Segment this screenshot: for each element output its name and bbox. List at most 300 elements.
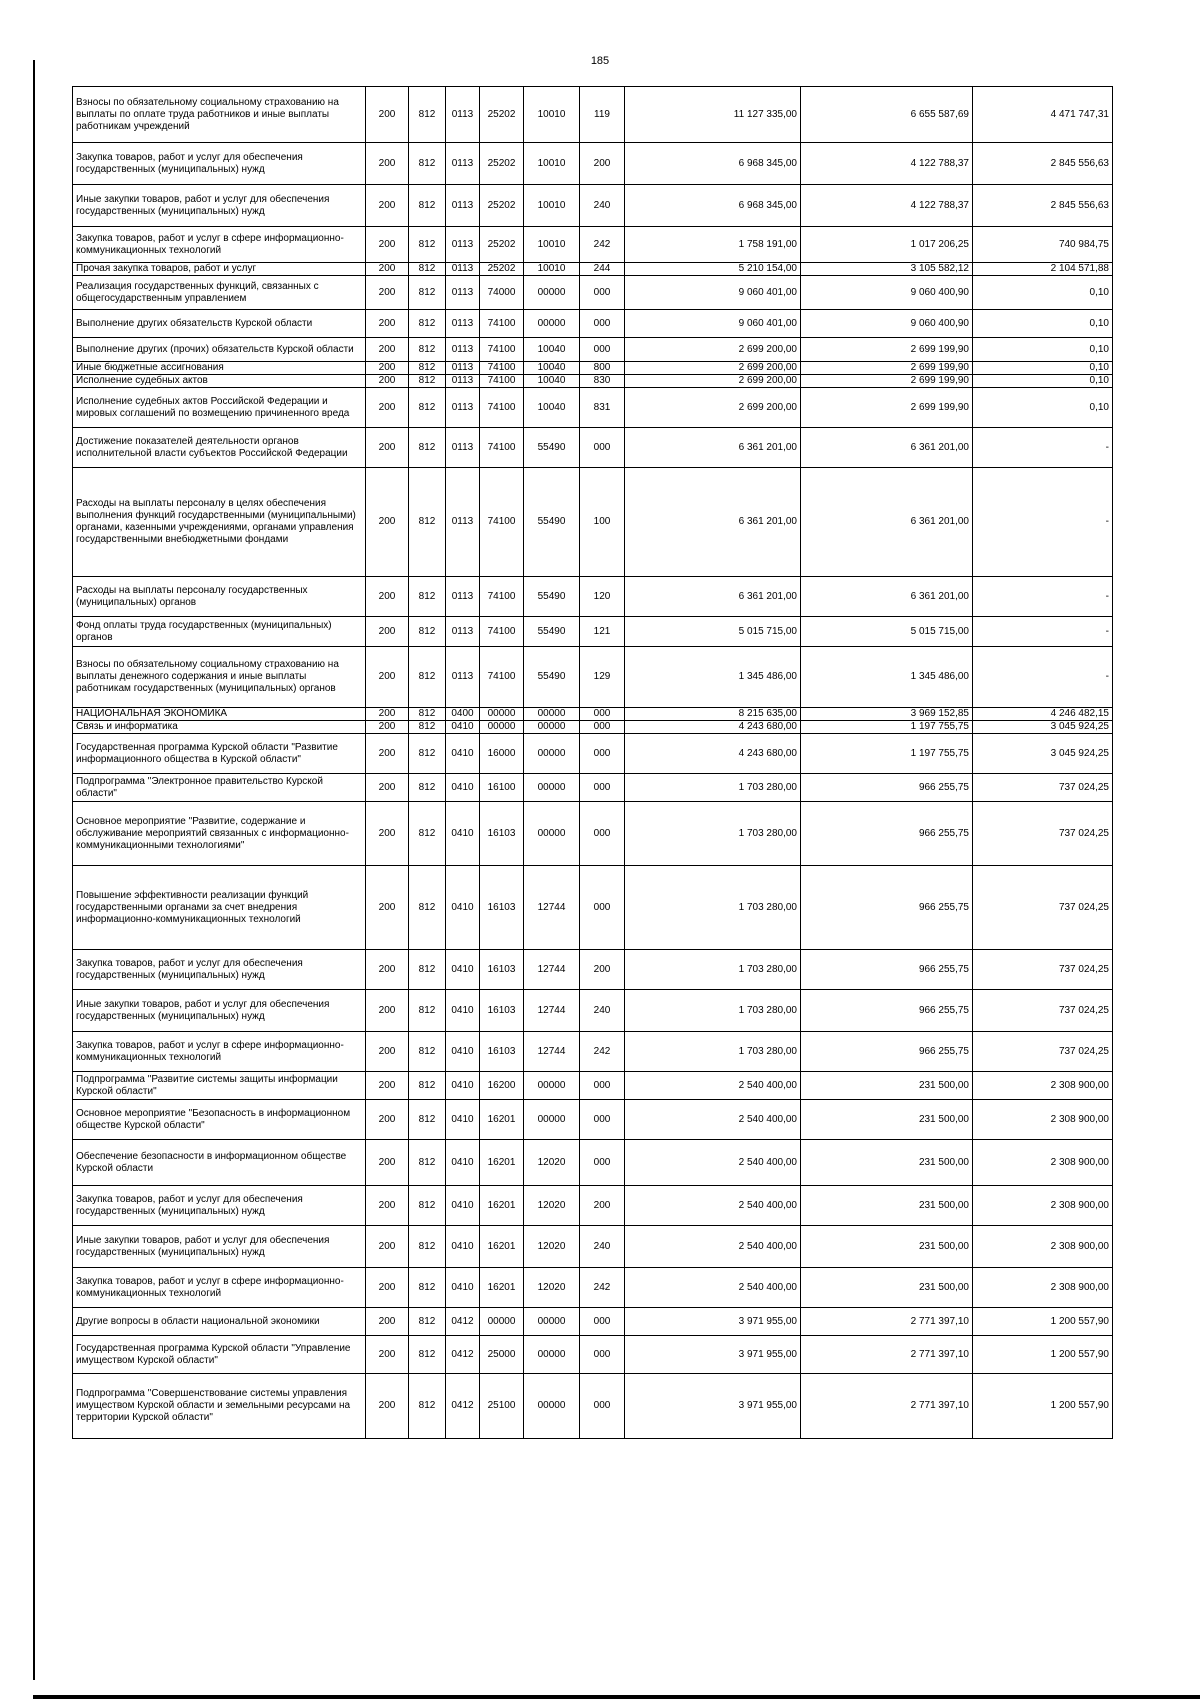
amount-executed: 9 060 400,90 (801, 310, 973, 338)
table-row (73, 1072, 1113, 1100)
amount-remaining: 4 471 747,31 (973, 87, 1113, 143)
code-expense-type: 000 (580, 866, 625, 950)
amount-remaining: - (973, 577, 1113, 617)
amount-executed: 3 969 152,85 (801, 708, 973, 721)
code-target-program: 25202 (480, 143, 524, 185)
table-row (73, 185, 1113, 227)
amount-remaining: 1 200 557,90 (973, 1374, 1113, 1439)
row-name: Закупка товаров, работ и услуг в сфере информационно-коммуникационных технологий (73, 1032, 366, 1072)
code-grbs: 812 (409, 1336, 446, 1374)
code-target-direction: 10010 (524, 227, 580, 263)
code-target-direction: 00000 (524, 734, 580, 774)
amount-remaining: - (973, 617, 1113, 647)
table-row (73, 1374, 1113, 1439)
code-section: 0113 (446, 428, 480, 468)
code-target-program: 16201 (480, 1100, 524, 1140)
table-row (73, 866, 1113, 950)
code-target-direction: 00000 (524, 276, 580, 310)
code-target-direction: 12744 (524, 990, 580, 1032)
code-expense-type: 000 (580, 1336, 625, 1374)
row-name: Фонд оплаты труда государственных (муниципальных) органов (73, 617, 366, 647)
amount-remaining: 3 045 924,25 (973, 721, 1113, 734)
table-row (73, 263, 1113, 276)
table-row (73, 617, 1113, 647)
amount-executed: 6 361 201,00 (801, 577, 973, 617)
code-section: 0410 (446, 990, 480, 1032)
code-target-program: 74100 (480, 428, 524, 468)
amount-executed: 6 655 587,69 (801, 87, 973, 143)
code-target-program: 00000 (480, 708, 524, 721)
amount-planned: 6 361 201,00 (625, 428, 801, 468)
code-section: 0113 (446, 263, 480, 276)
code-section: 0113 (446, 185, 480, 227)
code-grbs: 812 (409, 468, 446, 577)
amount-remaining: 2 308 900,00 (973, 1186, 1113, 1226)
code-target-direction: 10010 (524, 143, 580, 185)
code-section: 0113 (446, 577, 480, 617)
code-expense-type: 100 (580, 468, 625, 577)
code-section: 0410 (446, 802, 480, 866)
scan-bottom-edge (33, 1695, 1200, 1699)
code-admin: 200 (366, 1308, 409, 1336)
code-grbs: 812 (409, 1032, 446, 1072)
code-section: 0113 (446, 87, 480, 143)
table-row (73, 143, 1113, 185)
row-name: Расходы на выплаты персоналу государственных (муниципальных) органов (73, 577, 366, 617)
code-admin: 200 (366, 734, 409, 774)
amount-executed: 4 122 788,37 (801, 143, 973, 185)
code-expense-type: 000 (580, 1100, 625, 1140)
amount-planned: 4 243 680,00 (625, 721, 801, 734)
amount-remaining: 2 308 900,00 (973, 1226, 1113, 1268)
code-grbs: 812 (409, 802, 446, 866)
code-expense-type: 000 (580, 276, 625, 310)
amount-remaining: 737 024,25 (973, 866, 1113, 950)
code-expense-type: 000 (580, 338, 625, 362)
code-expense-type: 000 (580, 1374, 625, 1439)
amount-remaining: 0,10 (973, 375, 1113, 388)
table-row (73, 802, 1113, 866)
amount-planned: 2 540 400,00 (625, 1186, 801, 1226)
table-row (73, 950, 1113, 990)
code-target-direction: 10040 (524, 338, 580, 362)
amount-remaining: 2 308 900,00 (973, 1268, 1113, 1308)
code-target-direction: 00000 (524, 708, 580, 721)
amount-planned: 1 758 191,00 (625, 227, 801, 263)
table-row (73, 734, 1113, 774)
table-row (73, 276, 1113, 310)
amount-planned: 11 127 335,00 (625, 87, 801, 143)
amount-executed: 5 015 715,00 (801, 617, 973, 647)
amount-executed: 3 105 582,12 (801, 263, 973, 276)
amount-executed: 2 699 199,90 (801, 375, 973, 388)
amount-remaining: 0,10 (973, 338, 1113, 362)
code-expense-type: 831 (580, 388, 625, 428)
amount-remaining: 0,10 (973, 362, 1113, 375)
amount-planned: 2 540 400,00 (625, 1268, 801, 1308)
code-target-direction: 00000 (524, 774, 580, 802)
code-admin: 200 (366, 708, 409, 721)
code-grbs: 812 (409, 950, 446, 990)
code-target-program: 25000 (480, 1336, 524, 1374)
amount-executed: 1 345 486,00 (801, 647, 973, 708)
code-expense-type: 240 (580, 1226, 625, 1268)
amount-remaining: - (973, 647, 1113, 708)
table-row (73, 375, 1113, 388)
amount-remaining: 1 200 557,90 (973, 1336, 1113, 1374)
amount-planned: 6 968 345,00 (625, 143, 801, 185)
code-expense-type: 200 (580, 950, 625, 990)
code-target-program: 25202 (480, 185, 524, 227)
amount-planned: 5 015 715,00 (625, 617, 801, 647)
amount-executed: 2 699 199,90 (801, 338, 973, 362)
page-number: 185 (590, 55, 610, 67)
amount-executed: 6 361 201,00 (801, 428, 973, 468)
amount-remaining: 0,10 (973, 388, 1113, 428)
code-target-direction: 55490 (524, 468, 580, 577)
code-section: 0410 (446, 1100, 480, 1140)
table-row (73, 1032, 1113, 1072)
code-grbs: 812 (409, 577, 446, 617)
code-section: 0113 (446, 338, 480, 362)
amount-planned: 2 699 200,00 (625, 388, 801, 428)
amount-planned: 2 699 200,00 (625, 362, 801, 375)
row-name: Взносы по обязательному социальному страхованию на выплаты по оплате труда работников и иные выплаты работникам учреждений (73, 87, 366, 143)
code-target-direction: 10010 (524, 185, 580, 227)
amount-remaining: 2 104 571,88 (973, 263, 1113, 276)
code-section: 0410 (446, 734, 480, 774)
code-grbs: 812 (409, 647, 446, 708)
code-expense-type: 121 (580, 617, 625, 647)
code-admin: 200 (366, 1140, 409, 1186)
amount-planned: 1 703 280,00 (625, 774, 801, 802)
table-row (73, 428, 1113, 468)
code-expense-type: 200 (580, 1186, 625, 1226)
table-row (73, 708, 1113, 721)
table-row (73, 1186, 1113, 1226)
code-grbs: 812 (409, 362, 446, 375)
code-target-direction: 55490 (524, 617, 580, 647)
scan-left-edge (33, 60, 35, 1680)
table-row (73, 87, 1113, 143)
row-name: Исполнение судебных актов Российской Федерации и мировых соглашений по возмещению причиненного вреда (73, 388, 366, 428)
amount-planned: 8 215 635,00 (625, 708, 801, 721)
table-row (73, 1140, 1113, 1186)
amount-remaining: 2 845 556,63 (973, 185, 1113, 227)
amount-remaining: 3 045 924,25 (973, 734, 1113, 774)
code-expense-type: 000 (580, 1308, 625, 1336)
row-name: Государственная программа Курской области "Управление имуществом Курской области" (73, 1336, 366, 1374)
code-grbs: 812 (409, 708, 446, 721)
amount-remaining: 737 024,25 (973, 802, 1113, 866)
code-expense-type: 129 (580, 647, 625, 708)
code-admin: 200 (366, 1100, 409, 1140)
row-name: Закупка товаров, работ и услуг для обеспечения государственных (муниципальных) нужд (73, 1186, 366, 1226)
code-grbs: 812 (409, 428, 446, 468)
code-grbs: 812 (409, 990, 446, 1032)
amount-executed: 966 255,75 (801, 1032, 973, 1072)
code-section: 0113 (446, 227, 480, 263)
table-row (73, 362, 1113, 375)
code-grbs: 812 (409, 617, 446, 647)
code-target-program: 74100 (480, 362, 524, 375)
amount-planned: 4 243 680,00 (625, 734, 801, 774)
amount-planned: 3 971 955,00 (625, 1308, 801, 1336)
code-admin: 200 (366, 263, 409, 276)
code-section: 0113 (446, 375, 480, 388)
code-target-direction: 00000 (524, 1308, 580, 1336)
code-grbs: 812 (409, 1226, 446, 1268)
amount-executed: 231 500,00 (801, 1226, 973, 1268)
amount-executed: 1 197 755,75 (801, 734, 973, 774)
code-target-direction: 12744 (524, 866, 580, 950)
table-row (73, 310, 1113, 338)
amount-executed: 231 500,00 (801, 1140, 973, 1186)
code-admin: 200 (366, 774, 409, 802)
code-admin: 200 (366, 276, 409, 310)
code-target-program: 00000 (480, 721, 524, 734)
code-expense-type: 240 (580, 185, 625, 227)
code-target-direction: 10040 (524, 375, 580, 388)
code-section: 0410 (446, 1186, 480, 1226)
code-expense-type: 000 (580, 1072, 625, 1100)
row-name: Иные бюджетные ассигнования (73, 362, 366, 375)
row-name: НАЦИОНАЛЬНАЯ ЭКОНОМИКА (73, 708, 366, 721)
code-target-program: 16100 (480, 774, 524, 802)
code-admin: 200 (366, 468, 409, 577)
code-grbs: 812 (409, 87, 446, 143)
row-name: Другие вопросы в области национальной экономики (73, 1308, 366, 1336)
table-row (73, 1308, 1113, 1336)
code-admin: 200 (366, 1268, 409, 1308)
code-target-program: 74100 (480, 310, 524, 338)
code-target-direction: 12744 (524, 1032, 580, 1072)
code-section: 0410 (446, 721, 480, 734)
amount-planned: 9 060 401,00 (625, 276, 801, 310)
code-target-direction: 12020 (524, 1268, 580, 1308)
code-admin: 200 (366, 185, 409, 227)
code-section: 0410 (446, 866, 480, 950)
code-expense-type: 000 (580, 802, 625, 866)
row-name: Иные закупки товаров, работ и услуг для обеспечения государственных (муниципальных) нужд (73, 185, 366, 227)
code-grbs: 812 (409, 1140, 446, 1186)
amount-executed: 231 500,00 (801, 1186, 973, 1226)
code-target-program: 16000 (480, 734, 524, 774)
row-name: Закупка товаров, работ и услуг для обеспечения государственных (муниципальных) нужд (73, 143, 366, 185)
code-target-direction: 10040 (524, 388, 580, 428)
code-expense-type: 800 (580, 362, 625, 375)
amount-executed: 2 699 199,90 (801, 362, 973, 375)
code-grbs: 812 (409, 263, 446, 276)
table-row (73, 721, 1113, 734)
code-admin: 200 (366, 721, 409, 734)
code-target-direction: 55490 (524, 647, 580, 708)
code-grbs: 812 (409, 734, 446, 774)
amount-executed: 2 771 397,10 (801, 1308, 973, 1336)
code-target-program: 25202 (480, 87, 524, 143)
code-grbs: 812 (409, 143, 446, 185)
code-expense-type: 000 (580, 708, 625, 721)
row-name: Подпрограмма "Совершенствование системы управления имуществом Курской области и земельными ресурсами на территории Курской области" (73, 1374, 366, 1439)
code-admin: 200 (366, 647, 409, 708)
amount-remaining: 740 984,75 (973, 227, 1113, 263)
row-name: Повышение эффективности реализации функций государственными органами за счет внедрения информационно-коммуникационных технологий (73, 866, 366, 950)
amount-remaining: 0,10 (973, 276, 1113, 310)
code-admin: 200 (366, 143, 409, 185)
code-grbs: 812 (409, 375, 446, 388)
code-grbs: 812 (409, 276, 446, 310)
amount-remaining: 2 308 900,00 (973, 1072, 1113, 1100)
amount-executed: 2 771 397,10 (801, 1336, 973, 1374)
amount-remaining: 2 308 900,00 (973, 1140, 1113, 1186)
code-section: 0410 (446, 1072, 480, 1100)
code-admin: 200 (366, 375, 409, 388)
code-grbs: 812 (409, 1072, 446, 1100)
amount-planned: 3 971 955,00 (625, 1374, 801, 1439)
code-expense-type: 000 (580, 774, 625, 802)
code-target-program: 16103 (480, 950, 524, 990)
amount-executed: 966 255,75 (801, 774, 973, 802)
code-target-program: 16103 (480, 802, 524, 866)
table-row (73, 774, 1113, 802)
table-row (73, 990, 1113, 1032)
code-expense-type: 000 (580, 310, 625, 338)
budget-table-body (73, 87, 1113, 1439)
code-target-program: 16201 (480, 1140, 524, 1186)
code-target-program: 00000 (480, 1308, 524, 1336)
code-target-program: 74100 (480, 375, 524, 388)
amount-planned: 6 968 345,00 (625, 185, 801, 227)
code-section: 0410 (446, 1268, 480, 1308)
amount-remaining: 2 845 556,63 (973, 143, 1113, 185)
code-grbs: 812 (409, 1374, 446, 1439)
code-expense-type: 000 (580, 428, 625, 468)
code-target-direction: 10010 (524, 263, 580, 276)
amount-executed: 966 255,75 (801, 802, 973, 866)
amount-remaining: - (973, 428, 1113, 468)
row-name: Связь и информатика (73, 721, 366, 734)
code-target-program: 16200 (480, 1072, 524, 1100)
amount-executed: 4 122 788,37 (801, 185, 973, 227)
row-name: Закупка товаров, работ и услуг в сфере информационно-коммуникационных технологий (73, 1268, 366, 1308)
code-expense-type: 242 (580, 227, 625, 263)
row-name: Исполнение судебных актов (73, 375, 366, 388)
table-row (73, 338, 1113, 362)
table-row (73, 227, 1113, 263)
amount-planned: 2 540 400,00 (625, 1100, 801, 1140)
code-section: 0113 (446, 388, 480, 428)
amount-executed: 1 197 755,75 (801, 721, 973, 734)
row-name: Прочая закупка товаров, работ и услуг (73, 263, 366, 276)
row-name: Выполнение других обязательств Курской области (73, 310, 366, 338)
amount-remaining: 0,10 (973, 310, 1113, 338)
code-expense-type: 244 (580, 263, 625, 276)
table-row (73, 1226, 1113, 1268)
row-name: Обеспечение безопасности в информационном обществе Курской области (73, 1140, 366, 1186)
amount-remaining: 737 024,25 (973, 774, 1113, 802)
amount-executed: 231 500,00 (801, 1100, 973, 1140)
code-grbs: 812 (409, 721, 446, 734)
code-section: 0400 (446, 708, 480, 721)
table-row (73, 468, 1113, 577)
code-target-program: 74000 (480, 276, 524, 310)
code-target-program: 25202 (480, 263, 524, 276)
amount-executed: 6 361 201,00 (801, 468, 973, 577)
amount-planned: 2 699 200,00 (625, 375, 801, 388)
amount-planned: 2 540 400,00 (625, 1140, 801, 1186)
code-section: 0410 (446, 950, 480, 990)
code-admin: 200 (366, 362, 409, 375)
amount-planned: 1 703 280,00 (625, 866, 801, 950)
amount-remaining: 2 308 900,00 (973, 1100, 1113, 1140)
row-name: Иные закупки товаров, работ и услуг для обеспечения государственных (муниципальных) нужд (73, 990, 366, 1032)
amount-planned: 9 060 401,00 (625, 310, 801, 338)
code-admin: 200 (366, 990, 409, 1032)
code-section: 0410 (446, 1226, 480, 1268)
row-name: Основное мероприятие "Безопасность в информационном обществе Курской области" (73, 1100, 366, 1140)
code-grbs: 812 (409, 338, 446, 362)
code-section: 0410 (446, 1032, 480, 1072)
code-admin: 200 (366, 310, 409, 338)
amount-executed: 9 060 400,90 (801, 276, 973, 310)
amount-executed: 2 771 397,10 (801, 1374, 973, 1439)
code-admin: 200 (366, 227, 409, 263)
code-admin: 200 (366, 1226, 409, 1268)
code-expense-type: 000 (580, 734, 625, 774)
code-target-direction: 12020 (524, 1226, 580, 1268)
row-name: Достижение показателей деятельности органов исполнительной власти субъектов Российской Федерации (73, 428, 366, 468)
amount-remaining: 1 200 557,90 (973, 1308, 1113, 1336)
code-admin: 200 (366, 87, 409, 143)
code-section: 0113 (446, 647, 480, 708)
code-target-program: 74100 (480, 577, 524, 617)
code-target-program: 25202 (480, 227, 524, 263)
code-section: 0113 (446, 310, 480, 338)
amount-executed: 231 500,00 (801, 1268, 973, 1308)
code-target-direction: 10040 (524, 362, 580, 375)
code-expense-type: 242 (580, 1268, 625, 1308)
code-expense-type: 119 (580, 87, 625, 143)
amount-planned: 1 703 280,00 (625, 950, 801, 990)
code-admin: 200 (366, 428, 409, 468)
row-name: Основное мероприятие "Развитие, содержание и обслуживание мероприятий связанных с информационно-коммуникационными технологиями" (73, 802, 366, 866)
code-admin: 200 (366, 1336, 409, 1374)
code-expense-type: 240 (580, 990, 625, 1032)
amount-planned: 6 361 201,00 (625, 577, 801, 617)
code-admin: 200 (366, 1186, 409, 1226)
code-target-program: 74100 (480, 647, 524, 708)
code-grbs: 812 (409, 185, 446, 227)
amount-planned: 1 703 280,00 (625, 990, 801, 1032)
code-admin: 200 (366, 866, 409, 950)
code-target-program: 16103 (480, 990, 524, 1032)
row-name: Подпрограмма "Развитие системы защиты информации Курской области" (73, 1072, 366, 1100)
code-expense-type: 242 (580, 1032, 625, 1072)
code-section: 0113 (446, 468, 480, 577)
row-name: Взносы по обязательному социальному страхованию на выплаты денежного содержания и иные выплаты работникам государственных (муниципальных) органов (73, 647, 366, 708)
code-admin: 200 (366, 577, 409, 617)
code-target-direction: 00000 (524, 1336, 580, 1374)
code-target-program: 74100 (480, 388, 524, 428)
code-admin: 200 (366, 338, 409, 362)
code-grbs: 812 (409, 1268, 446, 1308)
code-section: 0410 (446, 1140, 480, 1186)
amount-remaining: 4 246 482,15 (973, 708, 1113, 721)
code-target-direction: 00000 (524, 310, 580, 338)
code-target-direction: 55490 (524, 428, 580, 468)
code-target-direction: 10010 (524, 87, 580, 143)
code-target-program: 16103 (480, 866, 524, 950)
